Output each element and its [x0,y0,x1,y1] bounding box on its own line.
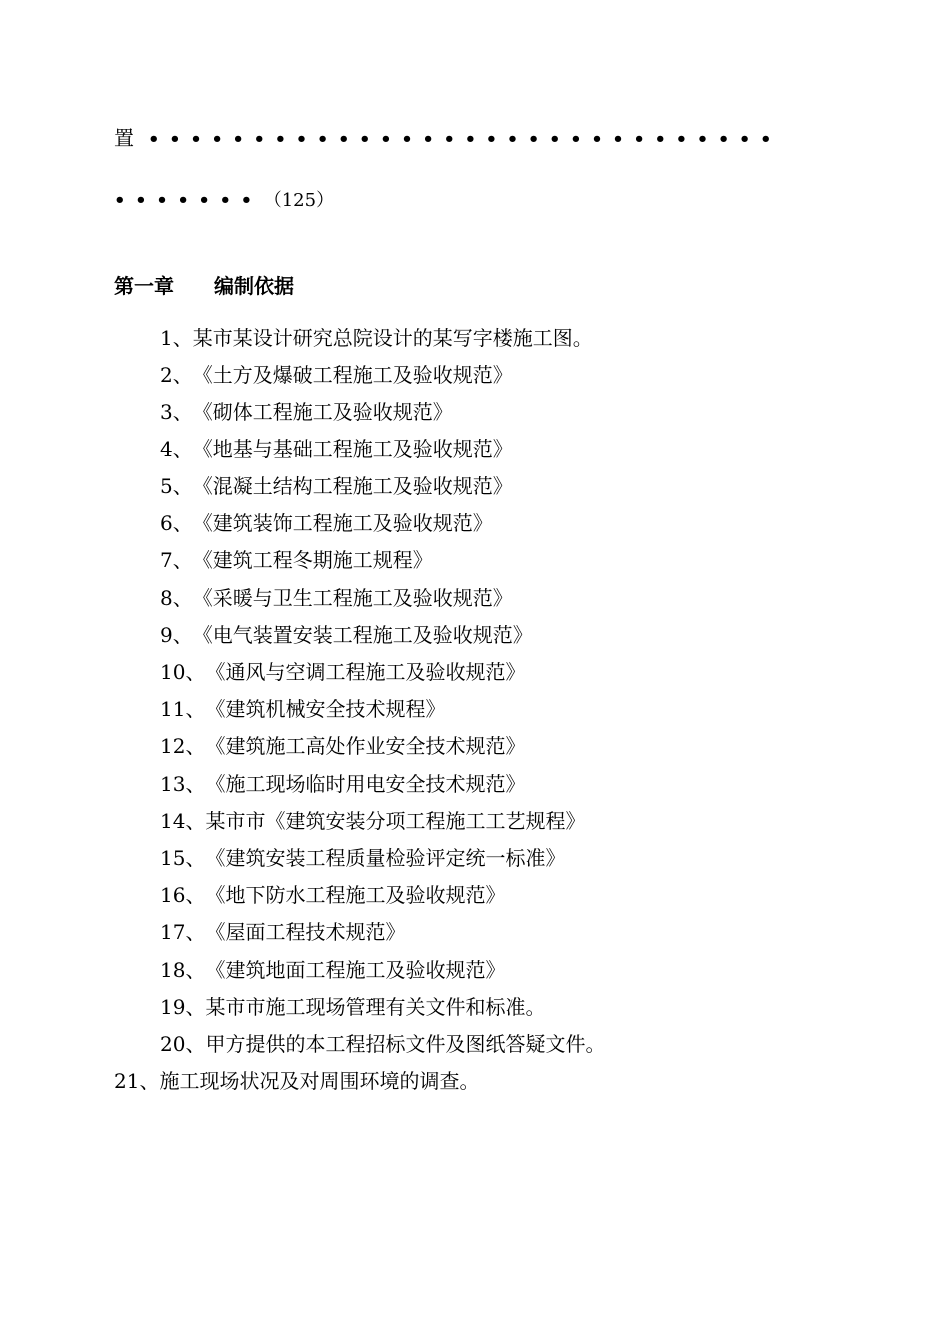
reference-item: 8、《采暖与卫生工程施工及验收规范》 [160,586,513,610]
reference-item: 5、《混凝土结构工程施工及验收规范》 [160,474,513,498]
reference-item: 11、《建筑机械安全技术规程》 [160,697,446,721]
toc-leader-dots: •••••••••••••••••••••••••••••• [148,129,782,150]
reference-item: 21、施工现场状况及对周围环境的调查。 [114,1069,480,1093]
reference-item: 18、《建筑地面工程施工及验收规范》 [160,958,506,982]
reference-item: 10、《通风与空调工程施工及验收规范》 [160,660,526,684]
reference-item: 20、甲方提供的本工程招标文件及图纸答疑文件。 [160,1032,606,1056]
reference-item: 17、《屋面工程技术规范》 [160,920,406,944]
chapter-heading [114,270,294,299]
reference-item: 4、《地基与基础工程施工及验收规范》 [160,437,513,461]
toc-page-number: （125） [263,190,335,211]
reference-item: 14、某市市《建筑安装分项工程施工工艺规程》 [160,809,586,833]
reference-item: 16、《地下防水工程施工及验收规范》 [160,883,506,907]
reference-item: 19、某市市施工现场管理有关文件和标准。 [160,995,546,1019]
reference-item: 3、《砌体工程施工及验收规范》 [160,400,453,424]
reference-item: 13、《施工现场临时用电安全技术规范》 [160,772,526,796]
reference-item: 2、《土方及爆破工程施工及验收规范》 [160,363,513,387]
reference-item: 6、《建筑装饰工程施工及验收规范》 [160,511,493,535]
reference-item: 9、《电气装置安装工程施工及验收规范》 [160,623,533,647]
reference-item: 15、《建筑安装工程质量检验评定统一标准》 [160,846,566,870]
toc-leader-dots-continued: ••••••• [114,190,262,211]
reference-item: 1、某市某设计研究总院设计的某写字楼施工图。 [160,326,593,350]
chapter-title: 编制依据 [214,274,294,298]
toc-entry-line-1 [114,122,781,151]
toc-entry-tail: 置 [114,126,134,150]
toc-entry-line-2 [114,186,334,212]
chapter-number: 第一章 [114,274,174,298]
reference-item: 7、《建筑工程冬期施工规程》 [160,548,433,572]
reference-item: 12、《建筑施工高处作业安全技术规范》 [160,734,526,758]
